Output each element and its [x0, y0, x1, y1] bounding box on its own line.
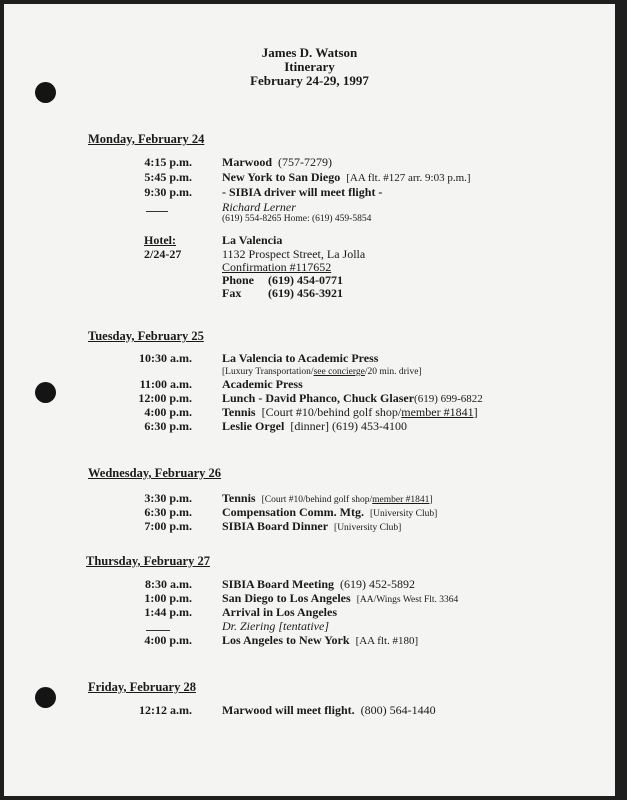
event-title: Los Angeles to New York [222, 633, 350, 647]
event-title: Academic Press [222, 377, 303, 391]
event-title: San Diego to Los Angeles [222, 591, 351, 605]
event-title: Leslie Orgel [222, 419, 285, 433]
event-note: [AA/Wings West Flt. 3364 [356, 595, 459, 605]
hotel-fax-label: Fax [222, 286, 242, 300]
time: 1:00 p.m. [144, 591, 192, 605]
event-title: SIBIA Board Dinner [222, 519, 329, 533]
event-note: ] [429, 495, 433, 505]
time: 9:30 p.m. [144, 185, 192, 199]
event-note: [AA flt. #180] [355, 635, 419, 647]
event-row [222, 491, 433, 506]
event-row [222, 419, 407, 434]
event-row [222, 170, 471, 185]
driver-name: Richard Lerner [222, 200, 296, 214]
binder-hole [35, 687, 56, 708]
hotel-confirmation: Confirmation #117652 [222, 260, 332, 274]
day-heading-monday: Monday, February 24 [88, 132, 205, 146]
event-title: Tennis [222, 491, 256, 505]
event-note: [AA flt. #127 arr. 9:03 p.m.] [346, 172, 471, 184]
time: 12:12 a.m. [139, 703, 192, 717]
event-note: member #1841 [401, 405, 474, 419]
event-row [222, 633, 418, 648]
event-note: (619) 452-5892 [340, 577, 416, 591]
day-heading-wednesday: Wednesday, February 26 [88, 466, 221, 480]
hotel-phone-label: Phone [222, 273, 255, 287]
day-heading-tuesday: Tuesday, February 25 [88, 329, 204, 343]
hotel-label: Hotel: [144, 233, 176, 247]
hotel-fax: (619) 456-3921 [268, 286, 343, 300]
event-row [222, 391, 483, 406]
event-title: Lunch - David Phanco, Chuck Glaser [222, 391, 415, 405]
document-title: Itinerary [284, 59, 335, 74]
event-row [222, 505, 437, 520]
event-note: (800) 564-1440 [360, 703, 436, 717]
event-note: (757-7279) [278, 155, 332, 169]
event-note [222, 367, 422, 377]
event-note: [University Club] [370, 509, 438, 519]
time: 1:44 p.m. [144, 605, 192, 619]
event-note: (619) 699-6822 [414, 393, 483, 405]
event-note: [Court #10/behind golf shop/ [261, 495, 373, 505]
note-link-text: see concierge [313, 367, 365, 377]
driver-phones: (619) 554-8265 Home: (619) 459-5854 [222, 214, 372, 224]
event-note: [University Club] [334, 523, 402, 533]
time: 12:00 p.m. [138, 391, 192, 405]
event-row [222, 405, 478, 420]
event-row [222, 703, 436, 718]
itinerary-dates: February 24-29, 1997 [250, 73, 369, 88]
time: 4:15 p.m. [144, 155, 192, 169]
time: 6:30 p.m. [144, 419, 192, 433]
day-heading-friday: Friday, February 28 [88, 680, 196, 694]
blank-time-line [146, 211, 168, 212]
event-note: [Court #10/behind golf shop/ [261, 405, 402, 419]
event-row [222, 519, 401, 534]
event-title: New York to San Diego [222, 170, 341, 184]
hotel-address: 1132 Prospect Street, La Jolla [222, 247, 366, 261]
event-note: member #1841 [372, 495, 430, 505]
event-contact: Dr. Ziering [tentative] [222, 619, 329, 633]
event-title: SIBIA Board Meeting [222, 577, 335, 591]
hotel-phone: (619) 454-0771 [268, 273, 343, 287]
event-title: Compensation Comm. Mtg. [222, 505, 364, 519]
event-row [222, 591, 458, 606]
hotel-dates: 2/24-27 [144, 247, 182, 261]
note-text: /20 min. drive] [364, 367, 422, 377]
event-title: - SIBIA driver will meet flight - [222, 185, 383, 199]
binder-hole [35, 382, 56, 403]
time: 8:30 a.m. [145, 577, 192, 591]
event-title: Tennis [222, 405, 256, 419]
time: 5:45 p.m. [144, 170, 192, 184]
day-heading-thursday: Thursday, February 27 [86, 554, 210, 568]
blank-time-line [146, 630, 170, 631]
time: 10:30 a.m. [139, 351, 192, 365]
hotel-name: La Valencia [222, 233, 283, 247]
time: 11:00 a.m. [139, 377, 192, 391]
event-row [222, 577, 415, 592]
event-note: [dinner] (619) 453-4100 [290, 419, 407, 433]
time: 6:30 p.m. [144, 505, 192, 519]
event-title: Marwood will meet flight. [222, 703, 355, 717]
event-title: Arrival in Los Angeles [222, 605, 338, 619]
event-row [222, 155, 332, 170]
time: 4:00 p.m. [144, 405, 192, 419]
event-title: Marwood [222, 155, 272, 169]
itinerary-owner: James D. Watson [261, 45, 358, 60]
time: 7:00 p.m. [144, 519, 192, 533]
note-text: [Luxury Transportation/ [222, 367, 314, 377]
event-title: La Valencia to Academic Press [222, 351, 379, 365]
time: 3:30 p.m. [144, 491, 192, 505]
time: 4:00 p.m. [144, 633, 192, 647]
event-note: ] [473, 405, 478, 419]
document-page [4, 4, 615, 796]
